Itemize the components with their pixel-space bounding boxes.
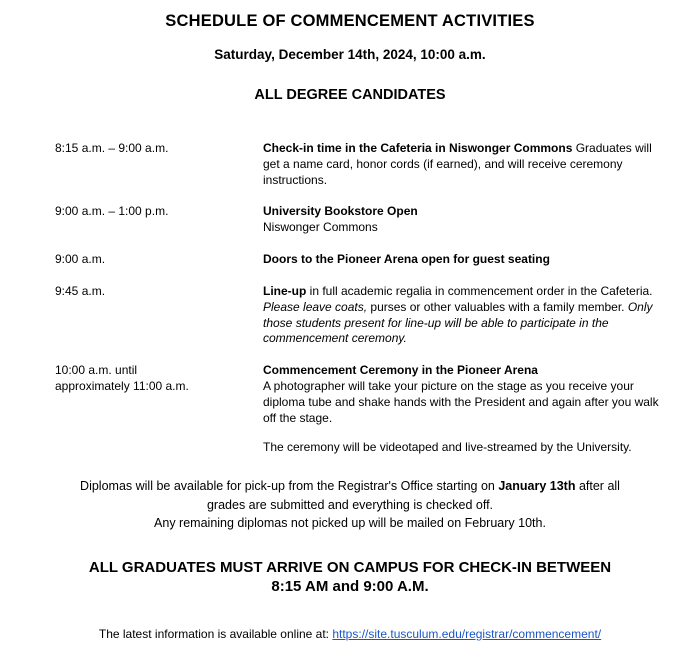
schedule-desc-line [263, 141, 660, 188]
page-title: SCHEDULE OF COMMENCEMENT ACTIVITIES [165, 12, 535, 30]
schedule-list [0, 141, 700, 455]
schedule-time [55, 141, 263, 157]
schedule-row [55, 141, 660, 188]
schedule-description [263, 204, 660, 236]
schedule-time [55, 284, 263, 300]
schedule-desc-bold: Doors to the Pioneer Arena open for guest seating [263, 252, 550, 267]
schedule-time-text: 9:45 a.m. [55, 283, 106, 298]
schedule-desc-body: Graduates will get a name card, honor cords (if earned), and will receive ceremony instructions. [263, 141, 652, 187]
schedule-time [55, 252, 263, 268]
schedule-row [55, 204, 660, 236]
schedule-row [55, 252, 660, 268]
closing-line1-bold: January 13th [498, 479, 576, 494]
schedule-time-text-line2: approximately 11:00 a.m. [55, 379, 189, 394]
schedule-desc-line [263, 252, 660, 268]
schedule-time-text: 8:15 a.m. – 9:00 a.m. [55, 141, 169, 155]
page-subtitle: Saturday, December 14th, 2024, 10:00 a.m. [214, 47, 486, 62]
arrival-notice-line1: ALL GRADUATES MUST ARRIVE ON CAMPUS FOR CHECK-IN BETWEEN [88, 558, 612, 576]
schedule-desc-bold: Line-up [263, 283, 307, 298]
schedule-time [55, 204, 263, 220]
schedule-description [263, 284, 660, 347]
schedule-desc-line [263, 363, 660, 379]
schedule-time-text: 9:00 a.m. [55, 252, 106, 267]
arrival-notice [0, 558, 700, 597]
footer-text: The latest information is available online at: [98, 626, 333, 641]
schedule-desc-line [263, 204, 660, 220]
schedule-desc-italic-line [263, 300, 660, 347]
schedule-row [55, 284, 660, 347]
schedule-desc-bold: Check-in time in the Cafeteria in Niswonger Commons [263, 141, 573, 155]
closing-note [0, 477, 700, 531]
schedule-desc-italic-2: Only those students present for line-up will be able to participate in the commencement ceremony. [263, 299, 653, 346]
schedule-desc-bold: University Bookstore Open [263, 204, 418, 219]
closing-line2: Any remaining diplomas not picked up will be mailed on February 10th. [154, 515, 546, 530]
schedule-description [263, 141, 660, 188]
schedule-desc-italic-1: Please leave coats, [263, 299, 368, 314]
schedule-desc-body: in full academic regalia in commencement order in the Cafeteria. [306, 283, 653, 298]
schedule-desc-extra: A photographer will take your picture on the stage as you receive your diploma tube and shake hands with the President and again after you walk off the stage. [263, 379, 659, 425]
schedule-desc-plain: purses or other valuables with a family member. [367, 299, 628, 314]
schedule-desc-extra: Niswonger Commons [263, 220, 378, 235]
section-title: ALL DEGREE CANDIDATES [254, 87, 446, 103]
title-block [0, 0, 700, 103]
closing-line1-post: after all grades are submitted and everything is checked off. [206, 479, 620, 512]
closing-line1-pre: Diplomas will be available for pick-up from the Registrar's Office starting on [80, 479, 499, 494]
schedule-time-text: 9:00 a.m. – 1:00 p.m. [55, 204, 169, 219]
schedule-time [55, 363, 263, 395]
schedule-description [263, 363, 660, 455]
footer-note [0, 627, 700, 641]
schedule-time-text: 10:00 a.m. until [55, 363, 138, 378]
schedule-row [55, 363, 660, 455]
schedule-desc-line [263, 284, 660, 300]
commencement-website-link[interactable]: https://site.tusculum.edu/registrar/commencement/ [332, 626, 602, 641]
arrival-notice-line2: 8:15 AM and 9:00 A.M. [271, 578, 429, 596]
schedule-desc-extra2: The ceremony will be videotaped and live-streamed by the University. [263, 439, 632, 454]
schedule-description [263, 252, 660, 268]
schedule-desc-bold: Commencement Ceremony in the Pioneer Arena [263, 363, 538, 378]
